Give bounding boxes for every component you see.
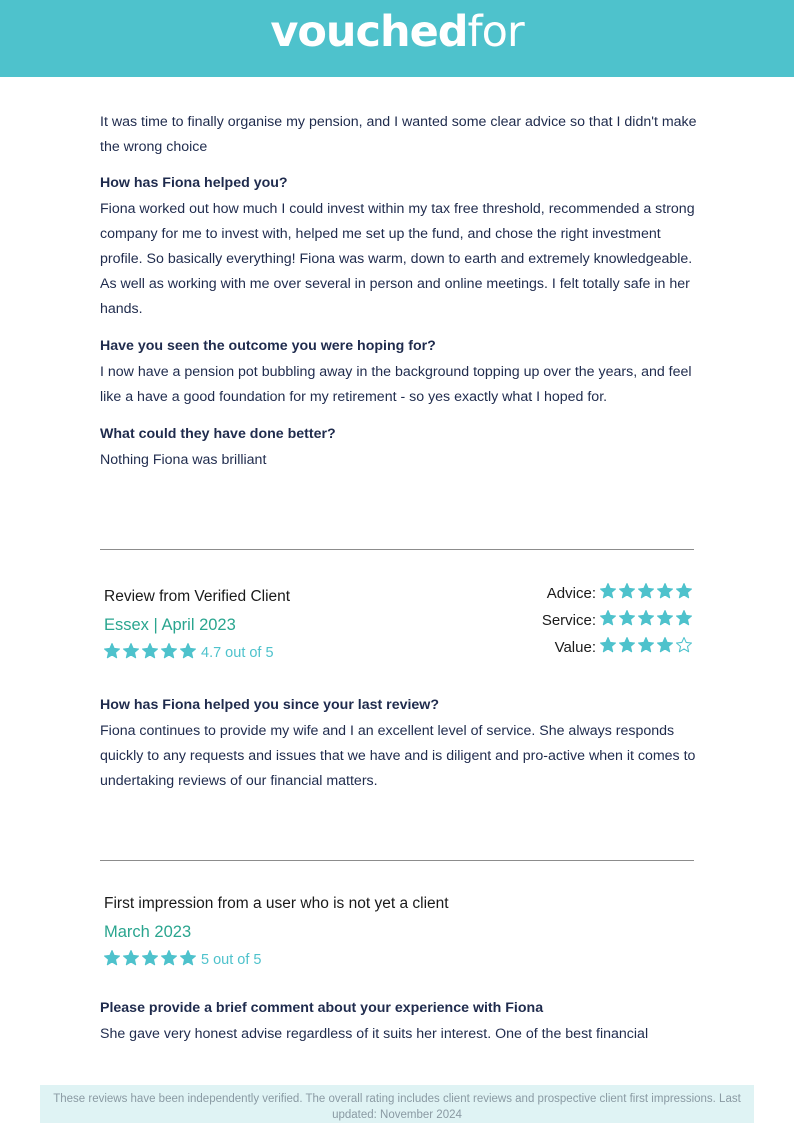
subrating-stars-service [599, 609, 694, 632]
divider [100, 860, 694, 861]
subrating-value [494, 634, 694, 661]
subrating-service [494, 607, 694, 634]
star-filled-icon [103, 642, 121, 660]
star-filled-icon [618, 582, 636, 600]
star-filled-icon [637, 609, 655, 627]
review-2-question-1: How has Fiona helped you since your last review? [100, 697, 440, 713]
review-1-question-3: What could they have done better? [100, 426, 336, 442]
star-filled-icon [141, 949, 159, 967]
star-filled-icon [618, 636, 636, 654]
star-filled-icon [656, 582, 674, 600]
review-2-rating-text: 4.7 out of 5 [201, 645, 274, 661]
review-1-body [100, 110, 700, 473]
star-filled-icon [160, 642, 178, 660]
divider [100, 549, 694, 550]
review-2-stars [103, 642, 198, 665]
star-filled-icon [637, 582, 655, 600]
verification-footer [40, 1085, 754, 1123]
footer-text: These reviews have been independently verified. The overall rating includes client reviews and prospective client first impressions. Last updated: November 2024 [53, 1093, 741, 1121]
review-3-date: March 2023 [104, 923, 192, 941]
review-2-answer-1: Fiona continues to provide my wife and I an excellent level of service. She always responds quickly to any requests and issues that we have and is diligent and pro-active when it comes to undertaking reviews of our financial matters. [100, 723, 696, 789]
review-1-question-2: Have you seen the outcome you were hoping for? [100, 338, 436, 354]
star-filled-icon [160, 949, 178, 967]
star-filled-icon [122, 949, 140, 967]
star-filled-icon [122, 642, 140, 660]
vouchedfor-logo[interactable] [0, 6, 794, 58]
logo-light-text: for [467, 7, 524, 57]
subrating-stars-advice [599, 582, 694, 605]
logo-bold-text: vouched [270, 7, 468, 57]
header-bar [0, 0, 794, 77]
review-2-subratings [494, 580, 694, 661]
star-filled-icon [637, 636, 655, 654]
subrating-label-value: Value: [554, 639, 596, 656]
star-filled-icon [675, 582, 693, 600]
review-3-overall-rating [103, 949, 261, 971]
star-filled-icon [599, 582, 617, 600]
subrating-advice [494, 580, 694, 607]
review-3-stars [103, 949, 198, 972]
star-filled-icon [599, 609, 617, 627]
review-1-answer-1: Fiona worked out how much I could invest within my tax free threshold, recommended a strong company for me to invest with, helped me set up the fund, and chose the right investment profile. So basically everything! Fiona was warm, down to earth and extremely knowledgeable. As well as working with me over several in person and online meetings. I felt totally safe in her hands. [100, 201, 695, 317]
review-3-answer-1: She gave very honest advise regardless of it suits her interest. One of the best financial [100, 1026, 649, 1042]
review-2-location-date: Essex | April 2023 [104, 616, 236, 634]
review-3-body [100, 997, 700, 1047]
subrating-label-advice: Advice: [546, 585, 596, 602]
review-2-body [100, 694, 700, 794]
review-3-question-1: Please provide a brief comment about your experience with Fiona [100, 1000, 544, 1016]
review-2-overall-rating [103, 642, 274, 664]
review-1-answer-2: I now have a pension pot bubbling away in the background topping up over the years, and feel like a have a good foundation for my retirement - so yes exactly what I hoped for. [100, 364, 692, 405]
review-2-title: Review from Verified Client [104, 588, 291, 605]
review-1-intro: It was time to finally organise my pension, and I wanted some clear advice so that I didn't make the wrong choice [100, 114, 697, 155]
star-filled-icon [656, 609, 674, 627]
star-filled-icon [103, 949, 121, 967]
star-filled-icon [599, 636, 617, 654]
star-filled-icon [141, 642, 159, 660]
star-filled-icon [179, 642, 197, 660]
subrating-label-service: Service: [541, 612, 596, 629]
star-filled-icon [618, 609, 636, 627]
subrating-stars-value [599, 636, 694, 659]
review-1-question-1: How has Fiona helped you? [100, 175, 288, 191]
star-empty-icon [675, 636, 693, 654]
star-filled-icon [675, 609, 693, 627]
review-3-rating-text: 5 out of 5 [201, 952, 262, 968]
star-filled-icon [656, 636, 674, 654]
star-filled-icon [179, 949, 197, 967]
review-3-title: First impression from a user who is not yet a client [104, 895, 449, 912]
review-1-answer-3: Nothing Fiona was brilliant [100, 452, 267, 468]
